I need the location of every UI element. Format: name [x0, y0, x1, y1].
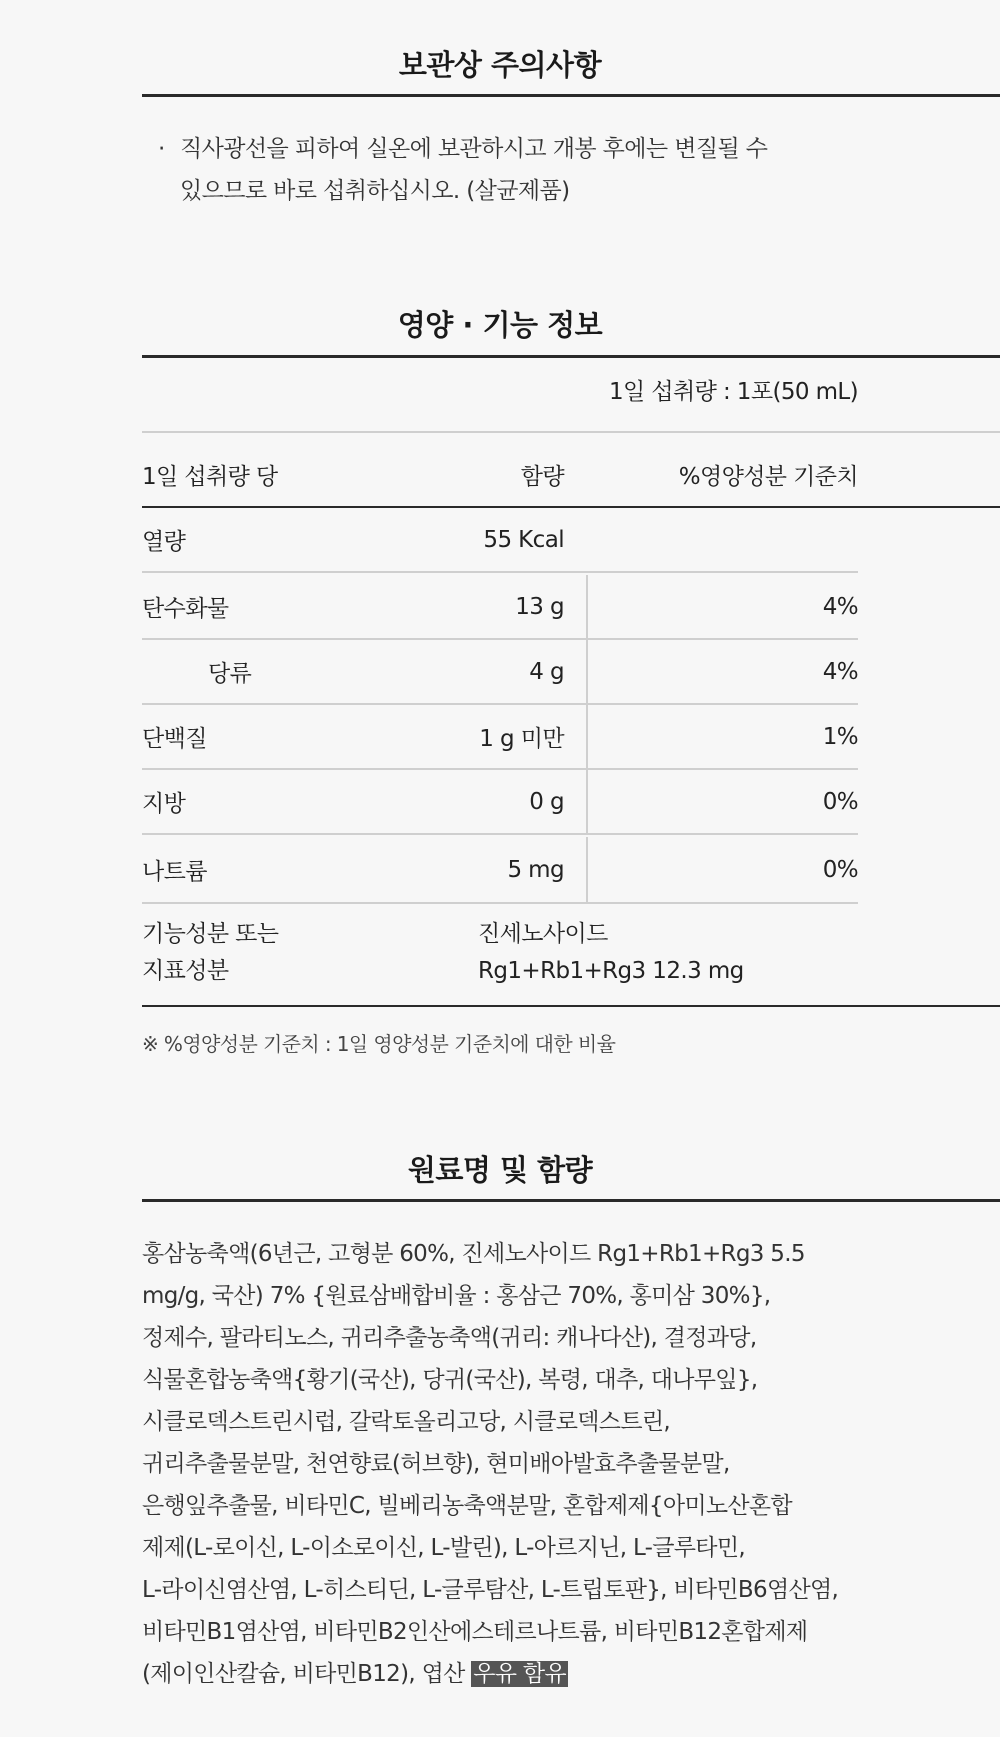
nutrient-amount: 4 g — [529, 658, 564, 685]
table-row — [142, 640, 858, 705]
nutrient-amount: 1 g 미만 — [479, 726, 564, 752]
ingredients-line: 비타민B1염산염, 비타민B2인산에스테르나트륨, 비타민B12혼합제제 — [142, 1619, 808, 1645]
ingredients-line: 정제수, 팔라티노스, 귀리추출농축액(귀리: 캐나다산), 결정과당, — [142, 1325, 757, 1351]
bullet-marker: · — [158, 136, 165, 162]
header-per-serving: 1일 섭취량 당 — [142, 463, 278, 490]
nutrient-percent: 0% — [822, 788, 858, 815]
nutrient-name: 나트륨 — [142, 859, 207, 885]
allergen-badge: 우유 함유 — [473, 1661, 566, 1687]
nutrient-name: 열량 — [142, 529, 186, 555]
table-row — [142, 837, 858, 904]
ingredients-line: 홍삼농축액(6년근, 고형분 60%, 진세노사이드 Rg1+Rb1+Rg3 5.5 — [142, 1241, 805, 1267]
storage-title-divider — [142, 94, 1000, 97]
storage-section-title: 보관상 주의사항 — [398, 48, 602, 82]
nutrient-percent: 1% — [822, 723, 858, 750]
functional-value-line-1: 진세노사이드 — [478, 921, 608, 947]
storage-line-1: 직사광선을 피하여 실온에 보관하시고 개봉 후에는 변질될 수 — [180, 136, 768, 162]
storage-caution-text — [158, 128, 858, 212]
column-divider — [586, 837, 588, 902]
functional-label-line-1: 기능성분 또는 — [142, 921, 279, 947]
nutrient-name: 지방 — [142, 791, 186, 817]
table-row — [142, 508, 858, 573]
ingredients-section-title: 원료명 및 함량 — [407, 1153, 593, 1187]
nutrition-table-bottom-divider — [142, 1005, 1000, 1007]
nutrient-name: 당류 — [208, 661, 252, 687]
ingredients-line: mg/g, 국산) 7% {원료삼배합비율 : 홍삼근 70%, 홍미삼 30%}, — [142, 1283, 771, 1309]
ingredients-last-line — [142, 1653, 864, 1695]
column-divider — [586, 770, 588, 833]
storage-line-2: 있으므로 바로 섭취하십시오. (살균제품) — [180, 178, 570, 204]
header-amount: 함량 — [520, 463, 564, 490]
nutrient-name: 탄수화물 — [142, 596, 229, 622]
table-row — [142, 770, 858, 835]
nutrient-amount: 13 g — [515, 593, 564, 620]
ingredients-text — [142, 1233, 864, 1695]
table-row — [142, 705, 858, 770]
nutrient-amount: 55 Kcal — [483, 526, 564, 553]
nutrient-percent: 4% — [822, 593, 858, 620]
column-divider — [586, 640, 588, 703]
ingredients-line: 은행잎추출물, 비타민C, 빌베리농축액분말, 혼합제제{아미노산혼합 — [142, 1493, 792, 1519]
nutrient-amount: 5 mg — [507, 856, 564, 883]
column-divider — [586, 705, 588, 768]
ingredients-title-divider — [142, 1199, 1000, 1202]
column-divider — [586, 575, 588, 638]
ingredients-line: 시클로덱스트린시럽, 갈락토올리고당, 시클로덱스트린, — [142, 1409, 670, 1435]
nutrition-table-header — [142, 441, 858, 507]
ingredients-line: (제이인산칼슘, 비타민B12), 엽산 — [142, 1661, 465, 1687]
ingredients-line: 식물혼합농축액{황기(국산), 당귀(국산), 복령, 대추, 대나무잎}, — [142, 1367, 758, 1393]
nutrient-name: 단백질 — [142, 726, 207, 752]
ingredients-line: 귀리추출물분말, 천연향료(허브향), 현미배아발효추출물분말, — [142, 1451, 730, 1477]
header-daily-value: %영양성분 기준치 — [678, 463, 858, 490]
functional-label-line-2: 지표성분 — [142, 958, 229, 984]
nutrition-section-title: 영양 · 기능 정보 — [397, 308, 603, 342]
nutrition-title-divider — [142, 355, 1000, 358]
functional-label — [142, 916, 442, 990]
nutrient-amount: 0 g — [529, 788, 564, 815]
serving-divider — [142, 431, 1000, 433]
functional-value-line-2: Rg1+Rb1+Rg3 12.3 mg — [478, 958, 744, 984]
serving-size: 1일 섭취량 : 1포(50 mL) — [609, 379, 858, 405]
daily-value-footnote: ※ %영양성분 기준치 : 1일 영양성분 기준치에 대한 비율 — [142, 1032, 616, 1056]
functional-value — [478, 916, 858, 990]
ingredients-line: 제제(L-로이신, L-이소로이신, L-발린), L-아르지닌, L-글루타민, — [142, 1535, 745, 1561]
nutrient-percent: 4% — [822, 658, 858, 685]
table-row — [142, 575, 858, 640]
nutrient-percent: 0% — [822, 856, 858, 883]
ingredients-line: L-라이신염산염, L-히스티딘, L-글루탐산, L-트립토판}, 비타민B6염산염, — [142, 1577, 839, 1603]
